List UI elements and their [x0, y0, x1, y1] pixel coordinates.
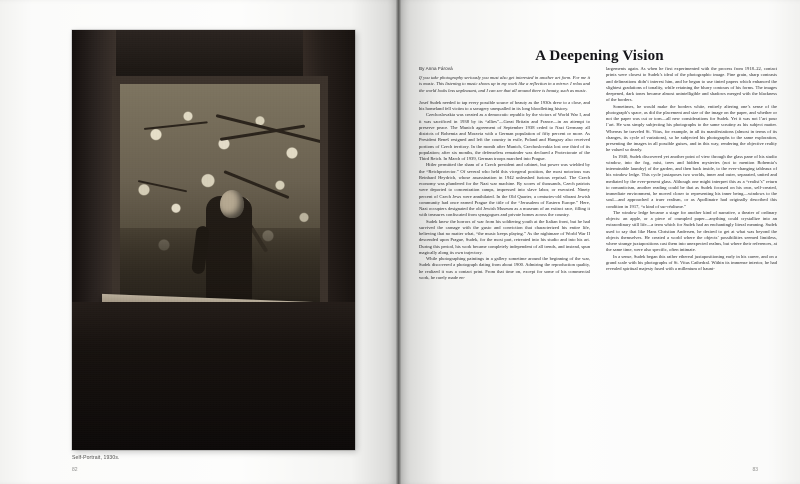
tree-branch [144, 121, 208, 130]
paragraph: Josef Sudek needed to tap every possible source of beauty as the 1930s drew to a close, and his homeland fell victim to a savagery unequalled in its long bloodletting history. [419, 99, 590, 111]
sudek-self-portrait-photo [72, 30, 355, 450]
right-page [399, 0, 800, 484]
column-right [606, 66, 777, 438]
window-opening [112, 76, 328, 322]
paragraph: Hitler permitted the sham of a Czech president and cabinet, but power was wielded by the “Reichprotector.” Of several who held this vicegeral position, the most notorious was Reinhard Heydrich, whose assassination in 1942 unleashed furious reprisal. The Czech economy was plundered for the Nazi war machine. By scores of thousands, Czech patriots were deported to concentration camps, impressed into slave labor, or executed. Ninety percent of Czech Jews were annihilated. In the Old Quarter, a centuries-old vibrant Jewish community had once earned Prague the title of the “Jerusalem of Eastern Europe.” Here, Nazi occupiers designated the old Jewish Museum as a museum of an extinct race, filling it with treasures confiscated from synagogues and private homes across the country. [419, 162, 590, 218]
epigraph: If you take photography seriously you must also get interested in another art form. For me it is music. This listening to music shows up in my work like a reflection in a mirror. I relax and the world looks less unpleasant, and I can see that all around there is beauty, such as music. [419, 75, 590, 93]
paragraph: The window ledge became a stage for another kind of narrative, a theater of ordinary objects: an apple, or a piece of crumpled paper—anything could crystallize into an extraordinary still life—a term which for Sudek had an enchantingly literal meaning. Sudek used to say that like Hans Christian Andersen, he desired to get at what was beyond the objects themselves. He created a world where the objects’ possibilities seemed limitless, where strange juxtapositions cast them into unexpected realms, but where their references, at the same time, were also specific, often intimate. [606, 209, 777, 253]
photograph-image [72, 30, 355, 450]
tree-branch [216, 114, 323, 144]
paragraph: In 1940, Sudek discovered yet another point of view through the glass pane of his studio window, into the fog, mist, trees and hidden mysteries (not to mention Bohemia’s interminable laundry) of the garden, and then back inside, to the ever-changing tableaux of his window ledge. This cycle juxtaposes two worlds, inner and outer, separated, united and mediated by the ever-present glass. Although one might interpret this as a “realist’s” return to romanticism, another reading could be that as Sudek focused on his own, self-created, immediate environment, he moved closer to representing his inner being—windows to the soul—and approached a truer realism, or as Apollinaire had originally described this condition in 1917, “a kind of sur-réalisme.” [606, 153, 777, 209]
tree-branch [138, 180, 187, 192]
folio-left: 82 [72, 467, 78, 473]
figure-head [220, 190, 244, 218]
byline: By Anna Fárová [419, 66, 453, 71]
paragraph: In a sense, Sudek began this rather ethereal juxtapositioning early in his career, and on a grand scale with his photographs of St. Vitus Cathedral. Within its immense interior, he had revealed spiritual majesty fused with a millenium of haunt- [606, 253, 777, 271]
essay-title: A Deepening Vision [535, 48, 664, 65]
paragraph: Sometimes, he would make the borders white, entirely altering one’s sense of the photograph’s space, as did the placement and size of the image on the paper, and whether or not the paper was cut or torn—all new considerations for Sudek. Yet it was not l’art pour l’art. He was simply subjecting his photographs to the same scrutiny as his subject matter. Whereas he traveled St. Vitus, for example, in all its manifestations (almost in terms of its changes, its cycle of variations), so he subjected his photographs to the same exploration, presenting the images in all possible guises, and in this way, rendering the objective reality he valued so dearly. [606, 103, 777, 153]
interior-foreground [72, 302, 355, 450]
blossoming-tree-view [120, 84, 320, 314]
left-page [0, 0, 399, 484]
paragraph: Czechoslovakia was created as a democratic republic by the victors of World War I, and it was sacrificed in 1938 by its “allies”—Great Britain and France—in an attempt to preserve peace. The Munich agreement of September 1938 ceded to Nazi Germany all districts of Bohemia and Moravia with a German population of fifty percent or more. As President Beneš resigned and left the country in exile, Poland and Hungary also received portions of Czech territory. In the month after Munich, Czechoslovakia lost one third of its population; after six months, the defenseless remainder was declared a Protectorate of the Third Reich. In March of 1939, German troops marched into Prague. [419, 112, 590, 161]
paragraph: While photographing paintings in a gallery sometime around the beginning of the war, Sudek discovered a photograph dating from about 1900. Admiring the reproduction quality, he realized it was a contact print. From that time on, except for some of his commercial work, he rarely made en- [419, 256, 590, 280]
paragraph: Sudek knew the horrors of war from his soldiering youth at the Italian front, but he had survived the carnage with the gusto and conviction that characterized his entire life, believing that no matter what, “the music keeps playing.” As the nightmare of World War II descended upon Prague, Sudek, for the most part, retreated into his studio and into his art. During this period, his work became completely independent of all trends, and instead, spun magically along its own trajectory. [419, 218, 590, 255]
paragraph: largements again. As when he first experimented with the process from 1918–22, contact prints were closest to Sudek’s ideal of the photographic image. Fine grain, sharp contrasts and delineations didn’t interest him, and he began to use tinted papers which enhanced the slightest gradations of tonality, while retaining the blurry contours of his forms. The images deepened, dark tones became almost unintelligible and shadows merged with the blackness of the borders. [606, 66, 777, 103]
text-columns [419, 66, 777, 438]
column-left [419, 66, 590, 438]
photo-caption: Self-Portrait, 1930s. [72, 455, 120, 461]
folio-right: 83 [752, 467, 758, 473]
